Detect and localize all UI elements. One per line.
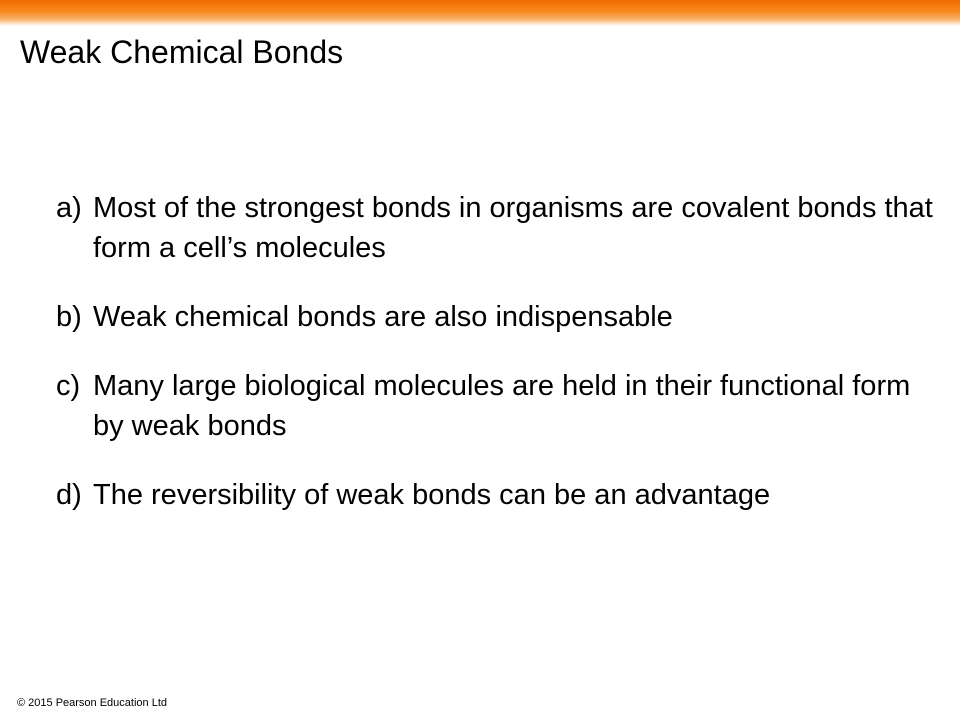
- list-item: [56, 366, 936, 446]
- bullet-text: Many large biological molecules are held in their functional form by weak bonds: [93, 370, 911, 442]
- copyright-notice: © 2015 Pearson Education Ltd: [17, 697, 167, 709]
- list-item: [56, 188, 936, 268]
- list-item: [56, 475, 936, 515]
- bullet-marker: c): [56, 370, 81, 402]
- slide-title: Weak Chemical Bonds: [20, 34, 344, 70]
- bullet-text: Most of the strongest bonds in organisms are covalent bonds that form a cell’s molecules: [93, 192, 933, 264]
- bullet-text: Weak chemical bonds are also indispensable: [93, 301, 673, 333]
- bullet-list: [56, 188, 936, 544]
- bullet-marker: d): [56, 479, 82, 511]
- list-item: [56, 297, 936, 337]
- bullet-marker: a): [56, 192, 82, 224]
- top-accent-bar: [0, 0, 960, 26]
- bullet-marker: b): [56, 301, 82, 333]
- bullet-text: The reversibility of weak bonds can be an advantage: [93, 479, 771, 511]
